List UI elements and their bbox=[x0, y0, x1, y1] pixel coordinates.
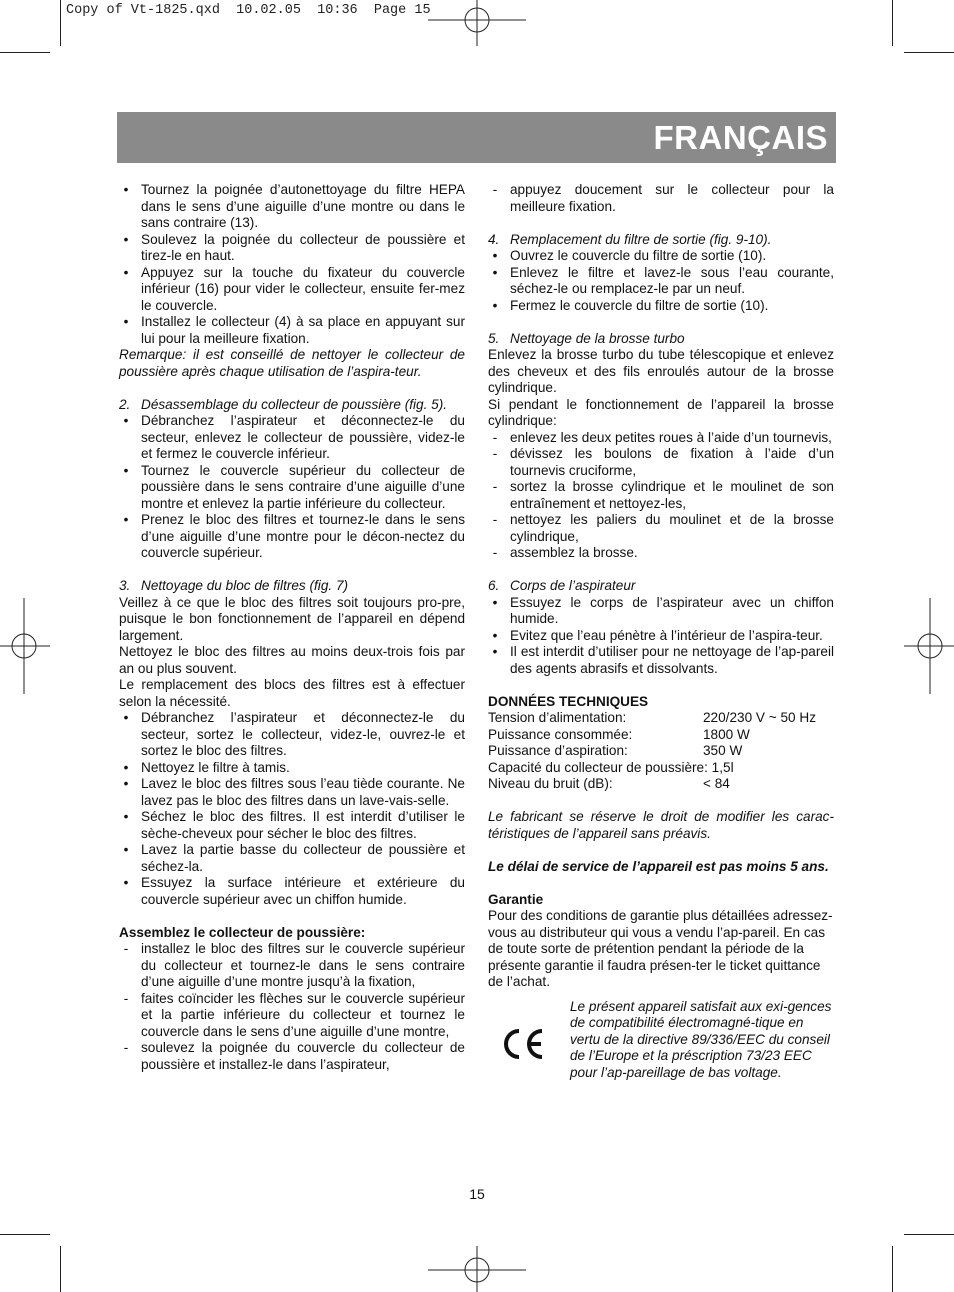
paragraph: Le remplacement des blocs des filtres est à effectuer selon la nécessité. bbox=[119, 677, 465, 709]
list-item: • Evitez que l’eau pénètre à l’intérieur de l’aspira-teur. bbox=[492, 627, 823, 643]
list-item: • Enlevez le filtre et lavez-le sous l’eau courante, séchez-le ou remplacez-le par un neuf. bbox=[492, 264, 834, 296]
spec-row: Tension d’alimentation: 220/230 V ~ 50 Hz bbox=[488, 710, 816, 725]
list-item: • Ouvrez le couvercle du filtre de sortie (10). bbox=[492, 248, 767, 263]
registration-mark-bottom bbox=[428, 1246, 526, 1292]
tech-data-heading: DONNÉES TECHNIQUES bbox=[488, 693, 649, 709]
list-item: • Soulevez la poignée du collecteur de poussière et tirez-le en haut. bbox=[123, 231, 465, 263]
list-item: - sortez la brosse cylindrique et le moulinet de son entraînement et nettoyez-les, bbox=[492, 479, 834, 511]
warranty-text: Pour des conditions de garantie plus détaillées adressez-vous au distributeur qui vous a vendu l’ap-pareil. En cas de toute sorte de prétention pendant la période de la présente garantie il faudra présen-ter le ticket quittance de l’achat. bbox=[488, 908, 833, 989]
registration-mark-right bbox=[904, 598, 954, 694]
crop-mark bbox=[904, 1234, 954, 1235]
section-heading: 2. Désassemblage du collecteur de poussière (fig. 5). bbox=[119, 396, 448, 412]
warranty-heading: Garantie bbox=[488, 891, 544, 907]
crop-mark bbox=[892, 0, 893, 46]
crop-mark bbox=[0, 52, 50, 53]
list-item: • Installez le collecteur (4) à sa place en appuyant sur lui pour la meilleure fixation. bbox=[123, 314, 465, 346]
spec-row: Capacité du collecteur de poussière: 1,5l bbox=[488, 759, 734, 775]
page-number: 15 bbox=[469, 1186, 485, 1202]
list-item: • Tournez la poignée d’autonettoyage du filtre HEPA dans le sens d’une aiguille d’une montre ou dans le sans contraire (13). bbox=[123, 182, 465, 230]
crop-mark bbox=[60, 1246, 61, 1292]
list-item: • Débranchez l’aspirateur et déconnectez-le du secteur, sortez le collecteur, videz-le, ouvrez-le et sortez le bloc des filtres. bbox=[123, 710, 465, 758]
list-item: - appuyez doucement sur le collecteur pour la meilleure fixation. bbox=[492, 182, 834, 214]
list-item: • Nettoyez le filtre à tamis. bbox=[123, 759, 290, 775]
ce-compliance-text: Le présent appareil satisfait aux exi-gences de compatibilité électromagné-tique en vertu de la directive 89/336/EEC du conseil de l’Europe et la préscription 73/23 EEC pour l’ap-pareillage de bas voltage. bbox=[570, 998, 832, 1080]
section-heading: 3. Nettoyage du bloc de filtres (fig. 7) bbox=[119, 578, 349, 593]
list-item: • Essuyez la surface intérieure et extérieure du couvercle supérieur avec un chiffon humide. bbox=[123, 875, 465, 907]
left-column bbox=[119, 182, 465, 1073]
paragraph: Veillez à ce que le bloc des filtres soit toujours pro-pre, puisque le bon fonctionnement de l’appareil en dépend largement. bbox=[119, 594, 465, 643]
crop-mark bbox=[904, 52, 954, 53]
list-item: • Il est interdit d’utiliser pour ne nettoyage de l’ap-pareil des agents abrasifs et dissolvants. bbox=[492, 644, 834, 676]
list-item: • Débranchez l’aspirateur et déconnectez-le du secteur, enlevez le collecteur de poussière, videz-le et fermez le couvercle inférieur. bbox=[123, 413, 465, 461]
manufacturer-note: Le fabricant se réserve le droit de modifier les carac-téristiques de l’appareil sans préavis. bbox=[488, 809, 834, 841]
list-item: • Appuyez sur la touche du fixateur du couvercle inférieur (16) pour vider le collecteur, ensuite fer-mez le couvercle. bbox=[123, 264, 465, 313]
spec-row: Puissance d’aspiration: 350 W bbox=[488, 743, 743, 758]
service-life-note: Le délai de service de l’appareil est pas moins 5 ans. bbox=[488, 858, 829, 874]
list-item: - installez le bloc des filtres sur le couvercle supérieur du collecteur et tournez-le dans le sens contraire d’une aiguille d’une montre jusqu’à la fixation, bbox=[123, 941, 465, 989]
list-item: - assemblez la brosse. bbox=[492, 545, 638, 560]
section-heading: 6. Corps de l’aspirateur bbox=[488, 578, 636, 593]
list-item: • Séchez le bloc des filtres. Il est interdit d’utiliser le sèche-cheveux pour sécher le bloc des filtres. bbox=[123, 809, 465, 841]
list-item: - nettoyez les paliers du moulinet et de la brosse cylindrique, bbox=[492, 512, 834, 544]
registration-mark-top bbox=[428, 0, 526, 46]
list-item: • Lavez la partie basse du collecteur de poussière et séchez-la. bbox=[123, 842, 465, 874]
right-column bbox=[488, 182, 834, 1099]
print-slug: Copy of Vt-1825.qxd 10.02.05 10:36 Page 15 bbox=[66, 3, 431, 18]
language-banner bbox=[117, 112, 836, 163]
list-item: • Tournez le couvercle supérieur du collecteur de poussière dans le sens contraire d’une aiguille d’une montre et enlevez la partie inférieure du collecteur. bbox=[123, 462, 465, 511]
page-title: FRANÇAIS bbox=[653, 119, 828, 156]
list-item: - soulevez la poignée du couvercle du collecteur de poussière et installez-le dans l’aspirateur, bbox=[123, 1040, 465, 1072]
section-heading: 5. Nettoyage de la brosse turbo bbox=[488, 330, 685, 346]
list-item: • Prenez le bloc des filtres et tournez-le dans le sens d’une aiguille d’une montre pour le décon-nectez du couvercle supérieur. bbox=[123, 512, 465, 560]
list-item: - enlevez les deux petites roues à l’aide d’un tournevis, bbox=[492, 429, 832, 445]
list-item: • Essuyez le corps de l’aspirateur avec un chiffon humide. bbox=[492, 594, 834, 626]
ce-block bbox=[488, 999, 834, 1099]
list-item: - faites coïncider les flèches sur le couvercle supérieur et la partie inférieure du collecteur et tournez le couvercle dans le sens d’une aiguille d’une montre, bbox=[123, 990, 465, 1039]
paragraph: Nettoyez le bloc des filtres au moins deux-trois fois par an ou plus souvent. bbox=[119, 644, 465, 676]
crop-mark bbox=[60, 0, 61, 46]
list-item: • Fermez le couvercle du filtre de sortie (10). bbox=[492, 297, 769, 313]
spec-row: Puissance consommée: 1800 W bbox=[488, 726, 750, 742]
crop-mark bbox=[0, 1234, 50, 1235]
registration-mark-left bbox=[0, 598, 50, 694]
section-heading: Assemblez le collecteur de poussière: bbox=[119, 924, 366, 940]
list-item: - dévissez les boulons de fixation à l’aide d’un tournevis cruciforme, bbox=[492, 446, 834, 478]
paragraph: Enlevez la brosse turbo du tube télescopique et enlevez des cheveux et des fils enroulés autour de la brosse cylindrique. bbox=[488, 347, 834, 395]
spec-row: Niveau du bruit (dB): < 84 bbox=[488, 776, 730, 791]
list-item: • Lavez le bloc des filtres sous l’eau tiède courante. Ne lavez pas le bloc des filtres dans un lave-vais-selle. bbox=[123, 776, 465, 808]
ce-mark-icon bbox=[500, 1027, 546, 1061]
crop-mark bbox=[892, 1246, 893, 1292]
section-heading: 4. Remplacement du filtre de sortie (fig. 9-10). bbox=[488, 231, 772, 247]
remark: Remarque: il est conseillé de nettoyer le collecteur de poussière après chaque utilisation de l’aspira-teur. bbox=[119, 347, 465, 379]
paragraph: Si pendant le fonctionnement de l’appareil la brosse cylindrique: bbox=[488, 396, 834, 428]
